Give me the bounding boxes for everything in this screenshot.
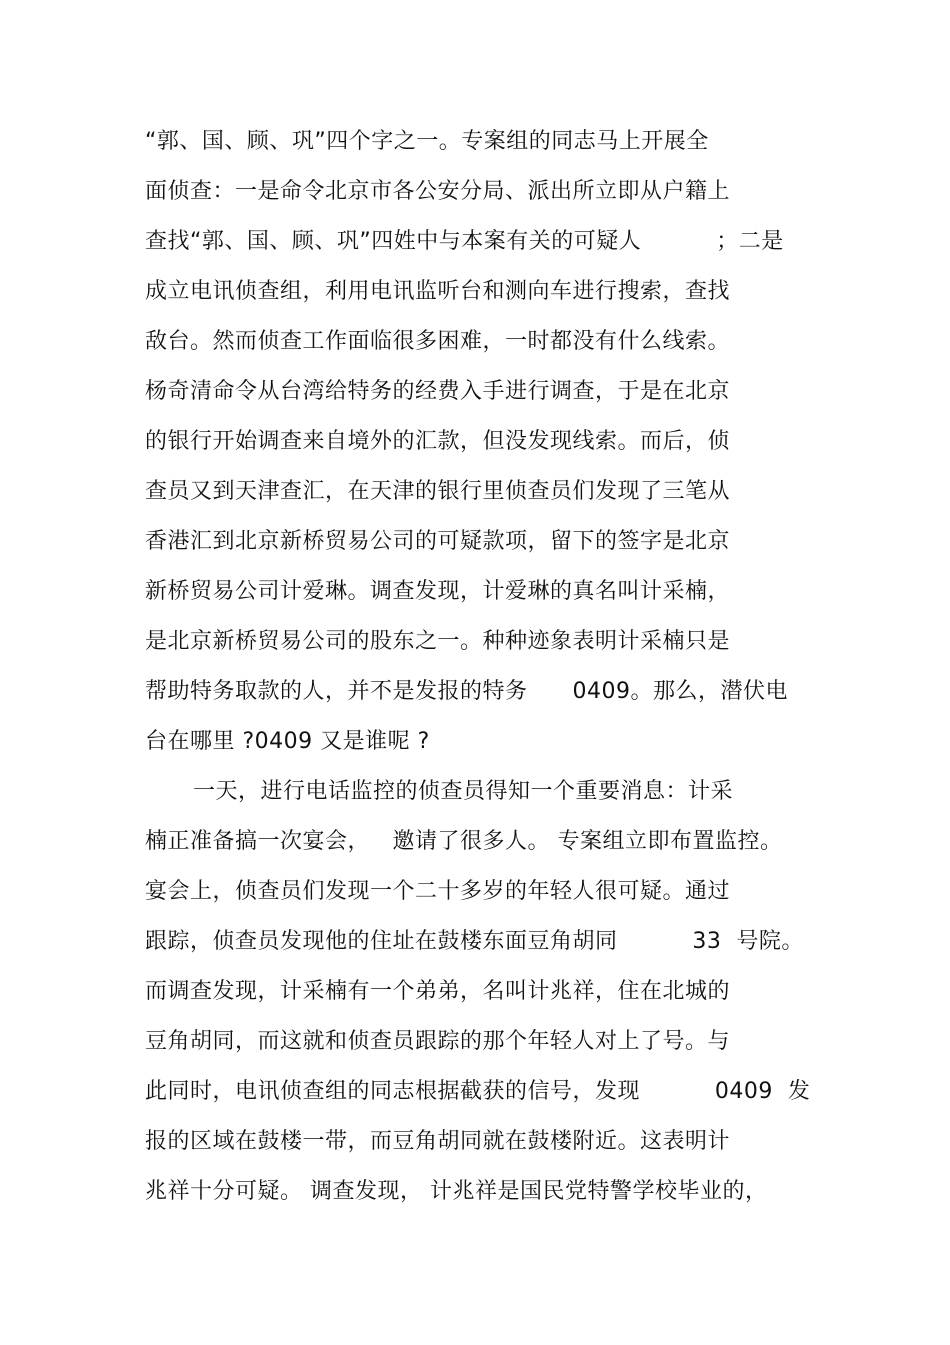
text-line: 查员又到天津查汇，在天津的银行里侦查员们发现了三笔从 xyxy=(145,479,731,504)
text-line: 报的区域在鼓楼一带，而豆角胡同就在鼓楼附近。这表明计 xyxy=(145,1129,731,1154)
text-line: 而调查发现，计采楠有一个弟弟，名叫计兆祥，住在北城的 xyxy=(145,979,731,1004)
text-line: 帮助特务取款的人，并不是发报的特务 0409。那么，潜伏电 xyxy=(145,679,788,704)
text-line: “郭、国、顾、巩”四个字之一。专案组的同志马上开展全 xyxy=(145,129,709,154)
text-line: 此同时，电讯侦查组的同志根据截获的信号，发现 0409 发 xyxy=(145,1079,811,1104)
text-line: 面侦查：一是命令北京市各公安分局、派出所立即从户籍上 xyxy=(145,179,731,204)
text-line: 香港汇到北京新桥贸易公司的可疑款项，留下的签字是北京 xyxy=(145,529,731,554)
text-line: 成立电讯侦查组，利用电讯监听台和测向车进行搜索，查找 xyxy=(145,279,731,304)
text-line: 敌台。然而侦查工作面临很多困难，一时都没有什么线索。 xyxy=(145,329,731,354)
text-line: 查找“郭、国、顾、巩”四姓中与本案有关的可疑人 ；二是 xyxy=(145,229,784,254)
text-line: 新桥贸易公司计爱琳。调查发现，计爱琳的真名叫计采楠， xyxy=(145,579,731,604)
text-line: 杨奇清命令从台湾给特务的经费入手进行调查，于是在北京 xyxy=(145,379,731,404)
text-line: 跟踪，侦查员发现他的住址在鼓楼东面豆角胡同 33 号院。 xyxy=(145,929,804,954)
text-line: 豆角胡同，而这就和侦查员跟踪的那个年轻人对上了号。与 xyxy=(145,1029,731,1054)
paragraph-first-line: 一天，进行电话监控的侦查员得知一个重要消息：计采 xyxy=(193,779,734,804)
text-line: 宴会上，侦查员们发现一个二十多岁的年轻人很可疑。通过 xyxy=(145,879,731,904)
text-line: 楠正准备搞一次宴会， 邀请了很多人。 专案组立即布置监控。 xyxy=(145,829,783,854)
text-line: 是北京新桥贸易公司的股东之一。种种迹象表明计采楠只是 xyxy=(145,629,731,654)
text-line: 的银行开始调查来自境外的汇款，但没发现线索。而后，侦 xyxy=(145,429,731,454)
text-line: 台在哪里 ?0409 又是谁呢 ? xyxy=(145,729,430,754)
text-line: 兆祥十分可疑。 调查发现， 计兆祥是国民党特警学校毕业的， xyxy=(145,1179,768,1204)
